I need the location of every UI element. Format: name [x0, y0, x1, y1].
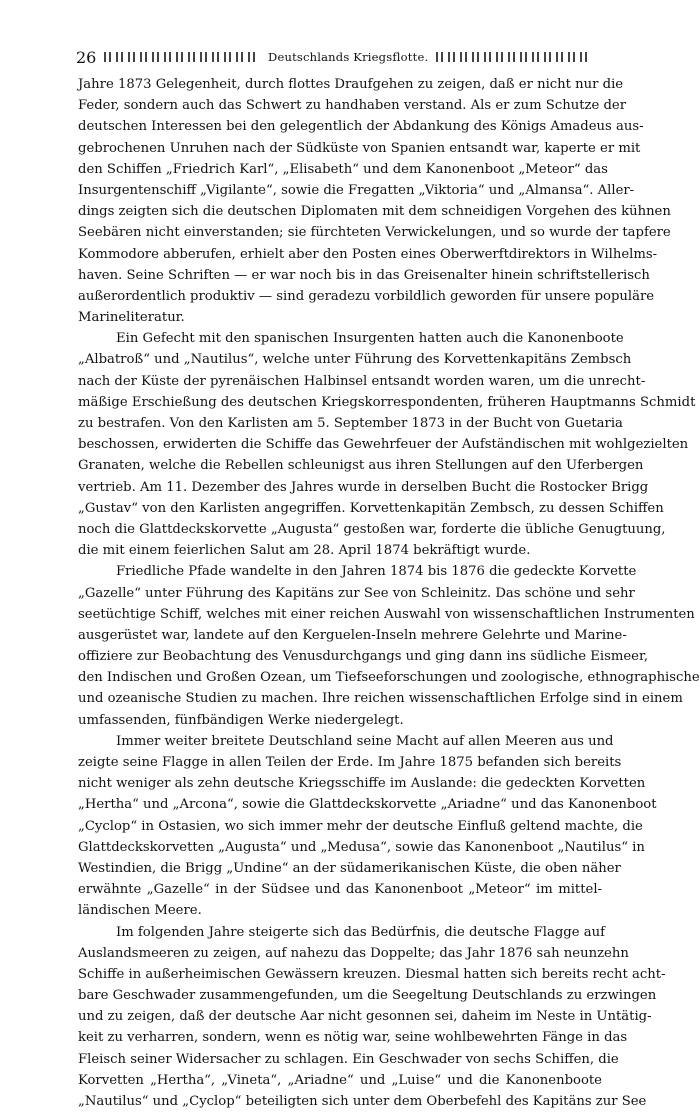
text-line: Seebären nicht einverstanden; sie fürchteten Verwickelungen, und so wurde der tapfere: [78, 222, 602, 243]
text-line: den Schiffen „Friedrich Karl“, „Elisabeth“ und dem Kanonenboot „Meteor“ das: [78, 159, 602, 180]
text-line: beschossen, erwiderten die Schiffe das Gewehrfeuer der Aufständischen mit wohlgezielten: [78, 434, 602, 455]
text-line: seetüchtige Schiff, welches mit einer reichen Auswahl von wissenschaftlichen Instrumenten: [78, 604, 602, 625]
text-line: und ozeanische Studien zu machen. Ihre reichen wissenschaftlichen Erfolge sind in einem: [78, 688, 602, 709]
text-line: haven. Seine Schriften — er war noch bis in das Greisenalter hinein schriftstellerisch: [78, 265, 602, 286]
text-line: Ein Gefecht mit den spanischen Insurgenten hatten auch die Kanonenboote: [78, 328, 602, 349]
header-ornament-left: [104, 52, 260, 62]
text-line: ländischen Meere.: [78, 900, 602, 921]
text-line: keit zu verharren, sondern, wenn es nötig war, seine wohlbewehrten Fänge in das: [78, 1027, 602, 1048]
text-line: und zu zeigen, daß der deutsche Aar nicht gesonnen sei, daheim im Neste in Untätig-: [78, 1006, 602, 1027]
text-line: nach der Küste der pyrenäischen Halbinsel entsandt worden waren, um die unrecht-: [78, 371, 602, 392]
text-line: Im folgenden Jahre steigerte sich das Bedürfnis, die deutsche Flagge auf: [78, 922, 602, 943]
paragraph: [78, 561, 602, 731]
text-line: zu bestrafen. Von den Karlisten am 5. September 1873 in der Bucht von Guetaria: [78, 413, 602, 434]
text-line: die mit einem feierlichen Salut am 28. April 1874 bekräftigt wurde.: [78, 540, 602, 561]
text-line: umfassenden, fünfbändigen Werke niedergelegt.: [78, 710, 602, 731]
text-line: ausgerüstet war, landete auf den Kerguelen-Inseln mehrere Gelehrte und Marine-: [78, 625, 602, 646]
text-line: Marineliteratur.: [78, 307, 602, 328]
text-line: nicht weniger als zehn deutsche Kriegsschiffe im Auslande: die gedeckten Korvetten: [78, 773, 602, 794]
text-line: Insurgentenschiff „Vigilante“, sowie die Fregatten „Viktoria“ und „Almansa“. Aller-: [78, 180, 602, 201]
text-line: „Cyclop“ in Ostasien, wo sich immer mehr der deutsche Einfluß geltend machte, die: [78, 816, 602, 837]
text-line: zeigte seine Flagge in allen Teilen der Erde. Im Jahre 1875 befanden sich bereits: [78, 752, 602, 773]
body-text: [78, 74, 602, 1112]
text-line: außerordentlich produktiv — sind geradezu vorbildlich geworden für unsere populäre: [78, 286, 602, 307]
text-line: Korvetten „Hertha“, „Vineta“, „Ariadne“ und „Luise“ und die Kanonenboote: [78, 1070, 602, 1091]
text-line: „Hertha“ und „Arcona“, sowie die Glattdeckskorvette „Ariadne“ und das Kanonenboot: [78, 794, 602, 815]
text-line: mäßige Erschießung des deutschen Kriegskorrespondenten, früheren Hauptmanns Schmidt: [78, 392, 602, 413]
text-line: Glattdeckskorvetten „Augusta“ und „Medusa“, sowie das Kanonenboot „Nautilus“ in: [78, 837, 602, 858]
text-line: vertrieb. Am 11. Dezember des Jahres wurde in derselben Bucht die Rostocker Brigg: [78, 477, 602, 498]
text-line: „Gustav“ von den Karlisten angegriffen. Korvettenkapitän Zembsch, zu dessen Schiffen: [78, 498, 602, 519]
text-line: Feder, sondern auch das Schwert zu handhaben verstand. Als er zum Schutze der: [78, 95, 602, 116]
text-line: Schiffe in außerheimischen Gewässern kreuzen. Diesmal hatten sich bereits recht acht-: [78, 964, 602, 985]
text-line: Kommodore abberufen, erhielt aber den Posten eines Oberwerftdirektors in Wilhelms-: [78, 244, 602, 265]
text-line: deutschen Interessen bei den gelegentlich der Abdankung des Königs Amadeus aus-: [78, 116, 602, 137]
running-header: [76, 46, 600, 68]
text-line: Immer weiter breitete Deutschland seine Macht auf allen Meeren aus und: [78, 731, 602, 752]
paragraph: [78, 731, 602, 922]
paragraph: [78, 922, 602, 1112]
page-number: 26: [76, 48, 96, 67]
text-line: bare Geschwader zusammengefunden, um die Seegeltung Deutschlands zu erzwingen: [78, 985, 602, 1006]
paragraph: [78, 74, 602, 328]
running-title: Deutschlands Kriegsflotte.: [268, 50, 428, 64]
text-line: noch die Glattdeckskorvette „Augusta“ gestoßen war, forderte die übliche Genugtuung,: [78, 519, 602, 540]
text-line: „Albatroß“ und „Nautilus“, welche unter Führung des Korvettenkapitäns Zembsch: [78, 349, 602, 370]
text-line: Auslandsmeeren zu zeigen, auf nahezu das Doppelte; das Jahr 1876 sah neunzehn: [78, 943, 602, 964]
text-line: offiziere zur Beobachtung des Venusdurchgangs und ging dann ins südliche Eismeer,: [78, 646, 602, 667]
text-line: Fleisch seiner Widersacher zu schlagen. Ein Geschwader von sechs Schiffen, die: [78, 1049, 602, 1070]
text-line: den Indischen und Großen Ozean, um Tiefseeforschungen und zoologische, ethnographische: [78, 667, 602, 688]
text-line: „Nautilus“ und „Cyclop“ beteiligten sich unter dem Oberbefehl des Kapitäns zur See: [78, 1091, 602, 1112]
text-line: dings zeigten sich die deutschen Diplomaten mit dem schneidigen Vorgehen des kühnen: [78, 201, 602, 222]
text-line: Jahre 1873 Gelegenheit, durch flottes Draufgehen zu zeigen, daß er nicht nur die: [78, 74, 602, 95]
text-line: „Gazelle“ unter Führung des Kapitäns zur See von Schleinitz. Das schöne und sehr: [78, 583, 602, 604]
text-line: Friedliche Pfade wandelte in den Jahren 1874 bis 1876 die gedeckte Korvette: [78, 561, 602, 582]
text-line: Westindien, die Brigg „Undine“ an der südamerikanischen Küste, die oben näher: [78, 858, 602, 879]
text-line: gebrochenen Unruhen nach der Südküste von Spanien entsandt war, kaperte er mit: [78, 138, 602, 159]
text-line: erwähnte „Gazelle“ in der Südsee und das Kanonenboot „Meteor“ im mittel-: [78, 879, 602, 900]
text-line: Granaten, welche die Rebellen schleunigst aus ihren Stellungen auf den Uferbergen: [78, 455, 602, 476]
paragraph: [78, 328, 602, 561]
header-ornament-right: [436, 52, 592, 62]
